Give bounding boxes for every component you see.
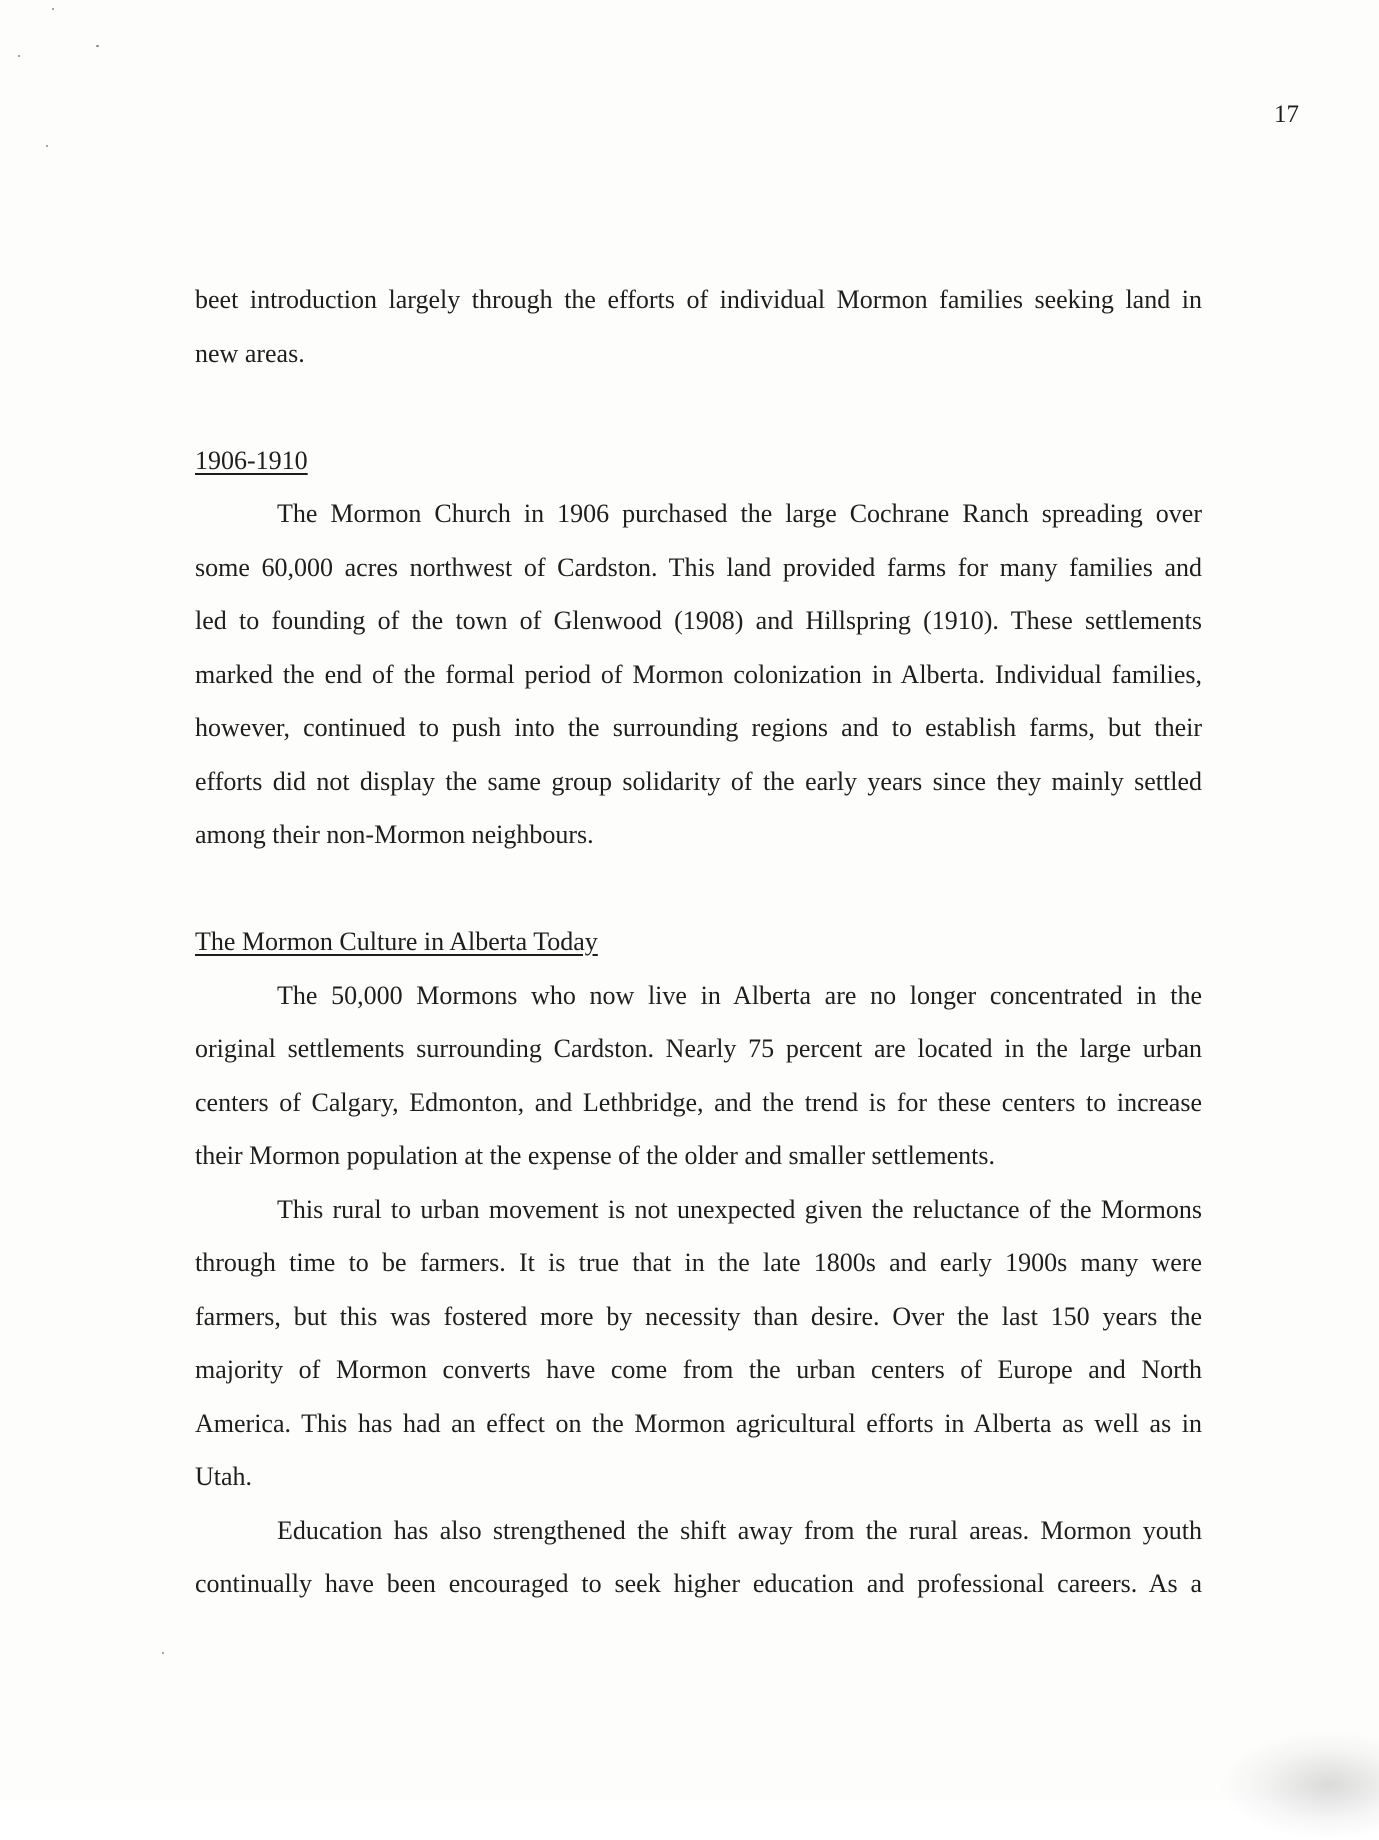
text-line: led to founding of the town of Glenwood (1908) and Hillspring (1910). These settlements [195,606,1202,635]
section-heading: 1906-1910 [195,445,308,475]
text-line: marked the end of the formal period of Mormon colonization in Alberta. Individual families, [195,659,1202,689]
scan-speck [18,55,20,57]
text-line: some 60,000 acres northwest of Cardston. This land provided farms for many families and [195,552,1202,582]
section-mormon-culture [195,915,1202,1611]
text-line: America. This has had an effect on the Mormon agricultural efforts in Alberta as well as in [195,1408,1202,1438]
paragraph-gap [195,862,1202,916]
text-line: continually have been encouraged to seek higher education and professional careers. As a [195,1569,1202,1598]
paragraph [195,1183,1202,1504]
scan-speck [46,145,48,147]
text-line: The Mormon Church in 1906 purchased the large Cochrane Ranch spreading over [277,499,1202,528]
text-line: This rural to urban movement is not unexpected given the reluctance of the Mormons [277,1194,1202,1224]
text-line: farmers, but this was fostered more by necessity than desire. Over the last 150 years the [195,1301,1202,1331]
text-line: original settlements surrounding Cardston. Nearly 75 percent are located in the large urban [195,1034,1202,1063]
paragraph-gap [195,380,1202,434]
text-line: however, continued to push into the surrounding regions and to establish farms, but their [195,713,1202,742]
text-line: Utah. [195,1462,253,1491]
text-line: beet introduction largely through the efforts of individual Mormon families seeking land in [195,285,1202,314]
text-line: The 50,000 Mormons who now live in Alberta are no longer concentrated in the [277,980,1202,1010]
scan-shadow [1219,1730,1379,1840]
text-line: majority of Mormon converts have come from the urban centers of Europe and North [195,1355,1202,1384]
text-line: Education has also strengthened the shift away from the rural areas. Mormon youth [277,1515,1202,1545]
paragraph [195,487,1202,862]
text-line: their Mormon population at the expense of the older and smaller settlements. [195,1141,996,1170]
text-line: efforts did not display the same group solidarity of the early years since they mainly settled [195,766,1202,796]
paragraph [195,1504,1202,1611]
scan-speck [96,45,99,47]
text-line: centers of Calgary, Edmonton, and Lethbridge, and the trend is for these centers to increase [195,1087,1202,1117]
scan-speck [162,1652,164,1654]
paragraph [195,969,1202,1183]
body-text [195,273,1202,1611]
text-line: new areas. [195,338,305,368]
section-heading: The Mormon Culture in Alberta Today [195,927,598,956]
text-line: through time to be farmers. It is true that in the late 1800s and early 1900s many were [195,1248,1202,1277]
section-1906-1910 [195,434,1202,862]
scan-speck [52,8,54,10]
text-line: among their non-Mormon neighbours. [195,820,594,849]
paragraph-intro [195,273,1202,380]
page-number: 17 [1274,101,1299,128]
